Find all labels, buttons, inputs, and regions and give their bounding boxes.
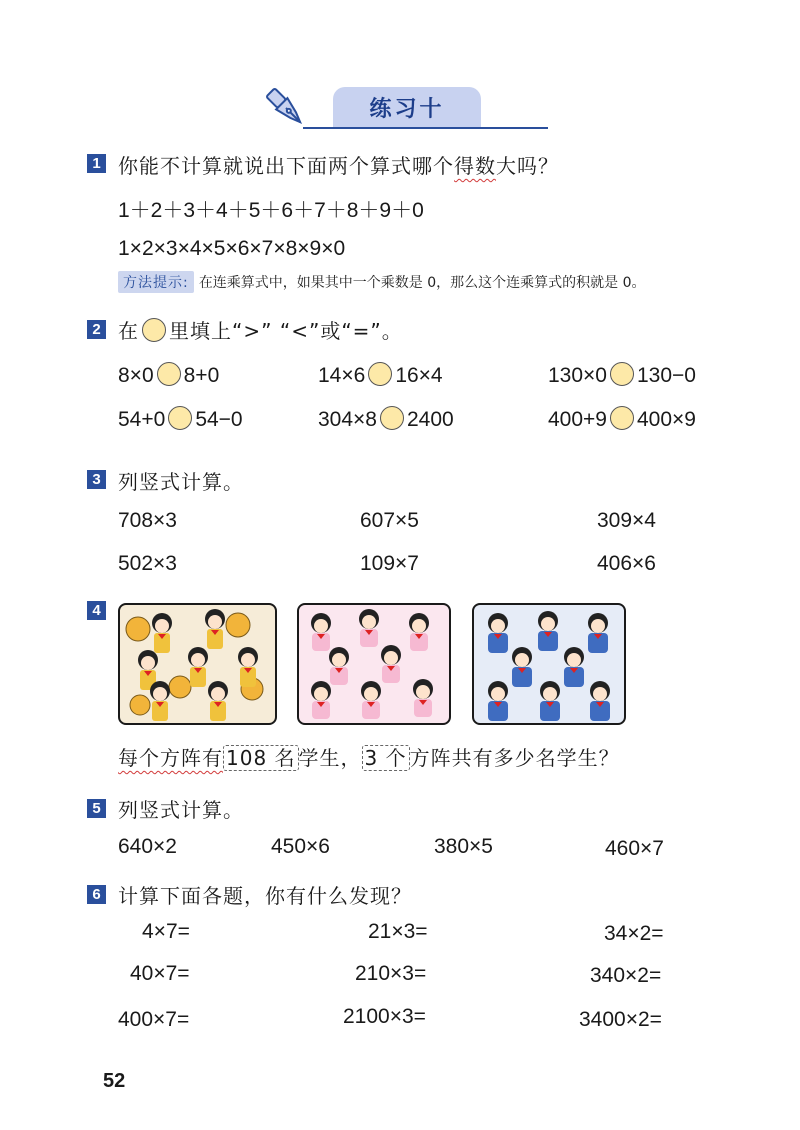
calc-item: 460×7 xyxy=(605,837,664,860)
answer-circle[interactable] xyxy=(368,362,392,386)
question-5-text: 列竖式计算。 xyxy=(118,798,244,822)
calc-item: 4×7= xyxy=(142,920,190,943)
question-number: 2 xyxy=(87,320,106,339)
page-title: 练习十 xyxy=(369,97,445,122)
calc-item: 3400×2= xyxy=(579,1008,662,1031)
calc-item: 406×6 xyxy=(597,552,656,575)
answer-circle xyxy=(142,318,166,342)
calc-item: 340×2= xyxy=(590,964,662,987)
compare-item: 400+9 400×9 xyxy=(548,408,696,431)
question-1-text: 你能不计算就说出下面两个算式哪个得数大吗？ xyxy=(118,154,559,178)
compare-item: 130×0 130−0 xyxy=(548,364,696,387)
answer-circle[interactable] xyxy=(380,406,404,430)
calc-item: 380×5 xyxy=(434,835,493,858)
calc-item: 400×7= xyxy=(118,1008,190,1031)
expression-product: 1×2×3×4×5×6×7×8×9×0 xyxy=(118,237,346,260)
student-formation-image-yellow xyxy=(118,603,277,725)
question-number: 5 xyxy=(87,799,106,818)
question-4-text: 每个方阵有 108 名 学生， 3 个 方阵共有多少名学生？ xyxy=(118,746,620,770)
compare-item: 304×8 2400 xyxy=(318,408,454,431)
question-number: 3 xyxy=(87,470,106,489)
expression-sum: 1＋2＋3＋4＋5＋6＋7＋8＋9＋0 xyxy=(118,199,424,222)
question-number: 1 xyxy=(87,154,106,173)
calc-item: 607×5 xyxy=(360,509,419,532)
question-number: 6 xyxy=(87,885,106,904)
answer-circle[interactable] xyxy=(168,406,192,430)
compare-item: 54+0 54−0 xyxy=(118,408,243,431)
calc-item: 34×2= xyxy=(604,922,664,945)
calc-item: 640×2 xyxy=(118,835,177,858)
calc-item: 2100×3= xyxy=(343,1005,426,1028)
keyword-result: 得数 xyxy=(454,154,496,178)
calc-item: 210×3= xyxy=(355,962,427,985)
hint-text: 在连乘算式中，如果其中一个乘数是 0，那么这个连乘算式的积就是 0。 xyxy=(198,275,646,291)
pen-nib-icon xyxy=(262,84,310,132)
method-hint xyxy=(118,271,646,293)
student-formation-image-pink xyxy=(297,603,451,725)
calc-item: 40×7= xyxy=(130,962,190,985)
given-count-box: 3 个 xyxy=(362,745,410,771)
calc-item: 109×7 xyxy=(360,552,419,575)
compare-item: 8×0 8+0 xyxy=(118,364,220,387)
given-count-box: 108 名 xyxy=(223,745,299,771)
answer-circle[interactable] xyxy=(610,406,634,430)
question-3-text: 列竖式计算。 xyxy=(118,470,244,494)
calc-item: 502×3 xyxy=(118,552,177,575)
question-6-text: 计算下面各题，你有什么发现？ xyxy=(118,884,412,908)
calc-item: 450×6 xyxy=(271,835,330,858)
header-rule xyxy=(303,127,548,129)
question-number: 4 xyxy=(87,601,106,620)
calc-item: 708×3 xyxy=(118,509,177,532)
answer-circle[interactable] xyxy=(610,362,634,386)
calc-item: 21×3= xyxy=(368,920,428,943)
hint-label: 方法提示: xyxy=(118,271,194,293)
question-2-text: 在 里填上“>” “<”或“=”。 xyxy=(118,319,403,343)
student-formation-image-blue xyxy=(472,603,626,725)
header xyxy=(0,0,800,135)
compare-item: 14×6 16×4 xyxy=(318,364,443,387)
answer-circle[interactable] xyxy=(157,362,181,386)
page-number: 52 xyxy=(103,1070,126,1092)
calc-item: 309×4 xyxy=(597,509,656,532)
